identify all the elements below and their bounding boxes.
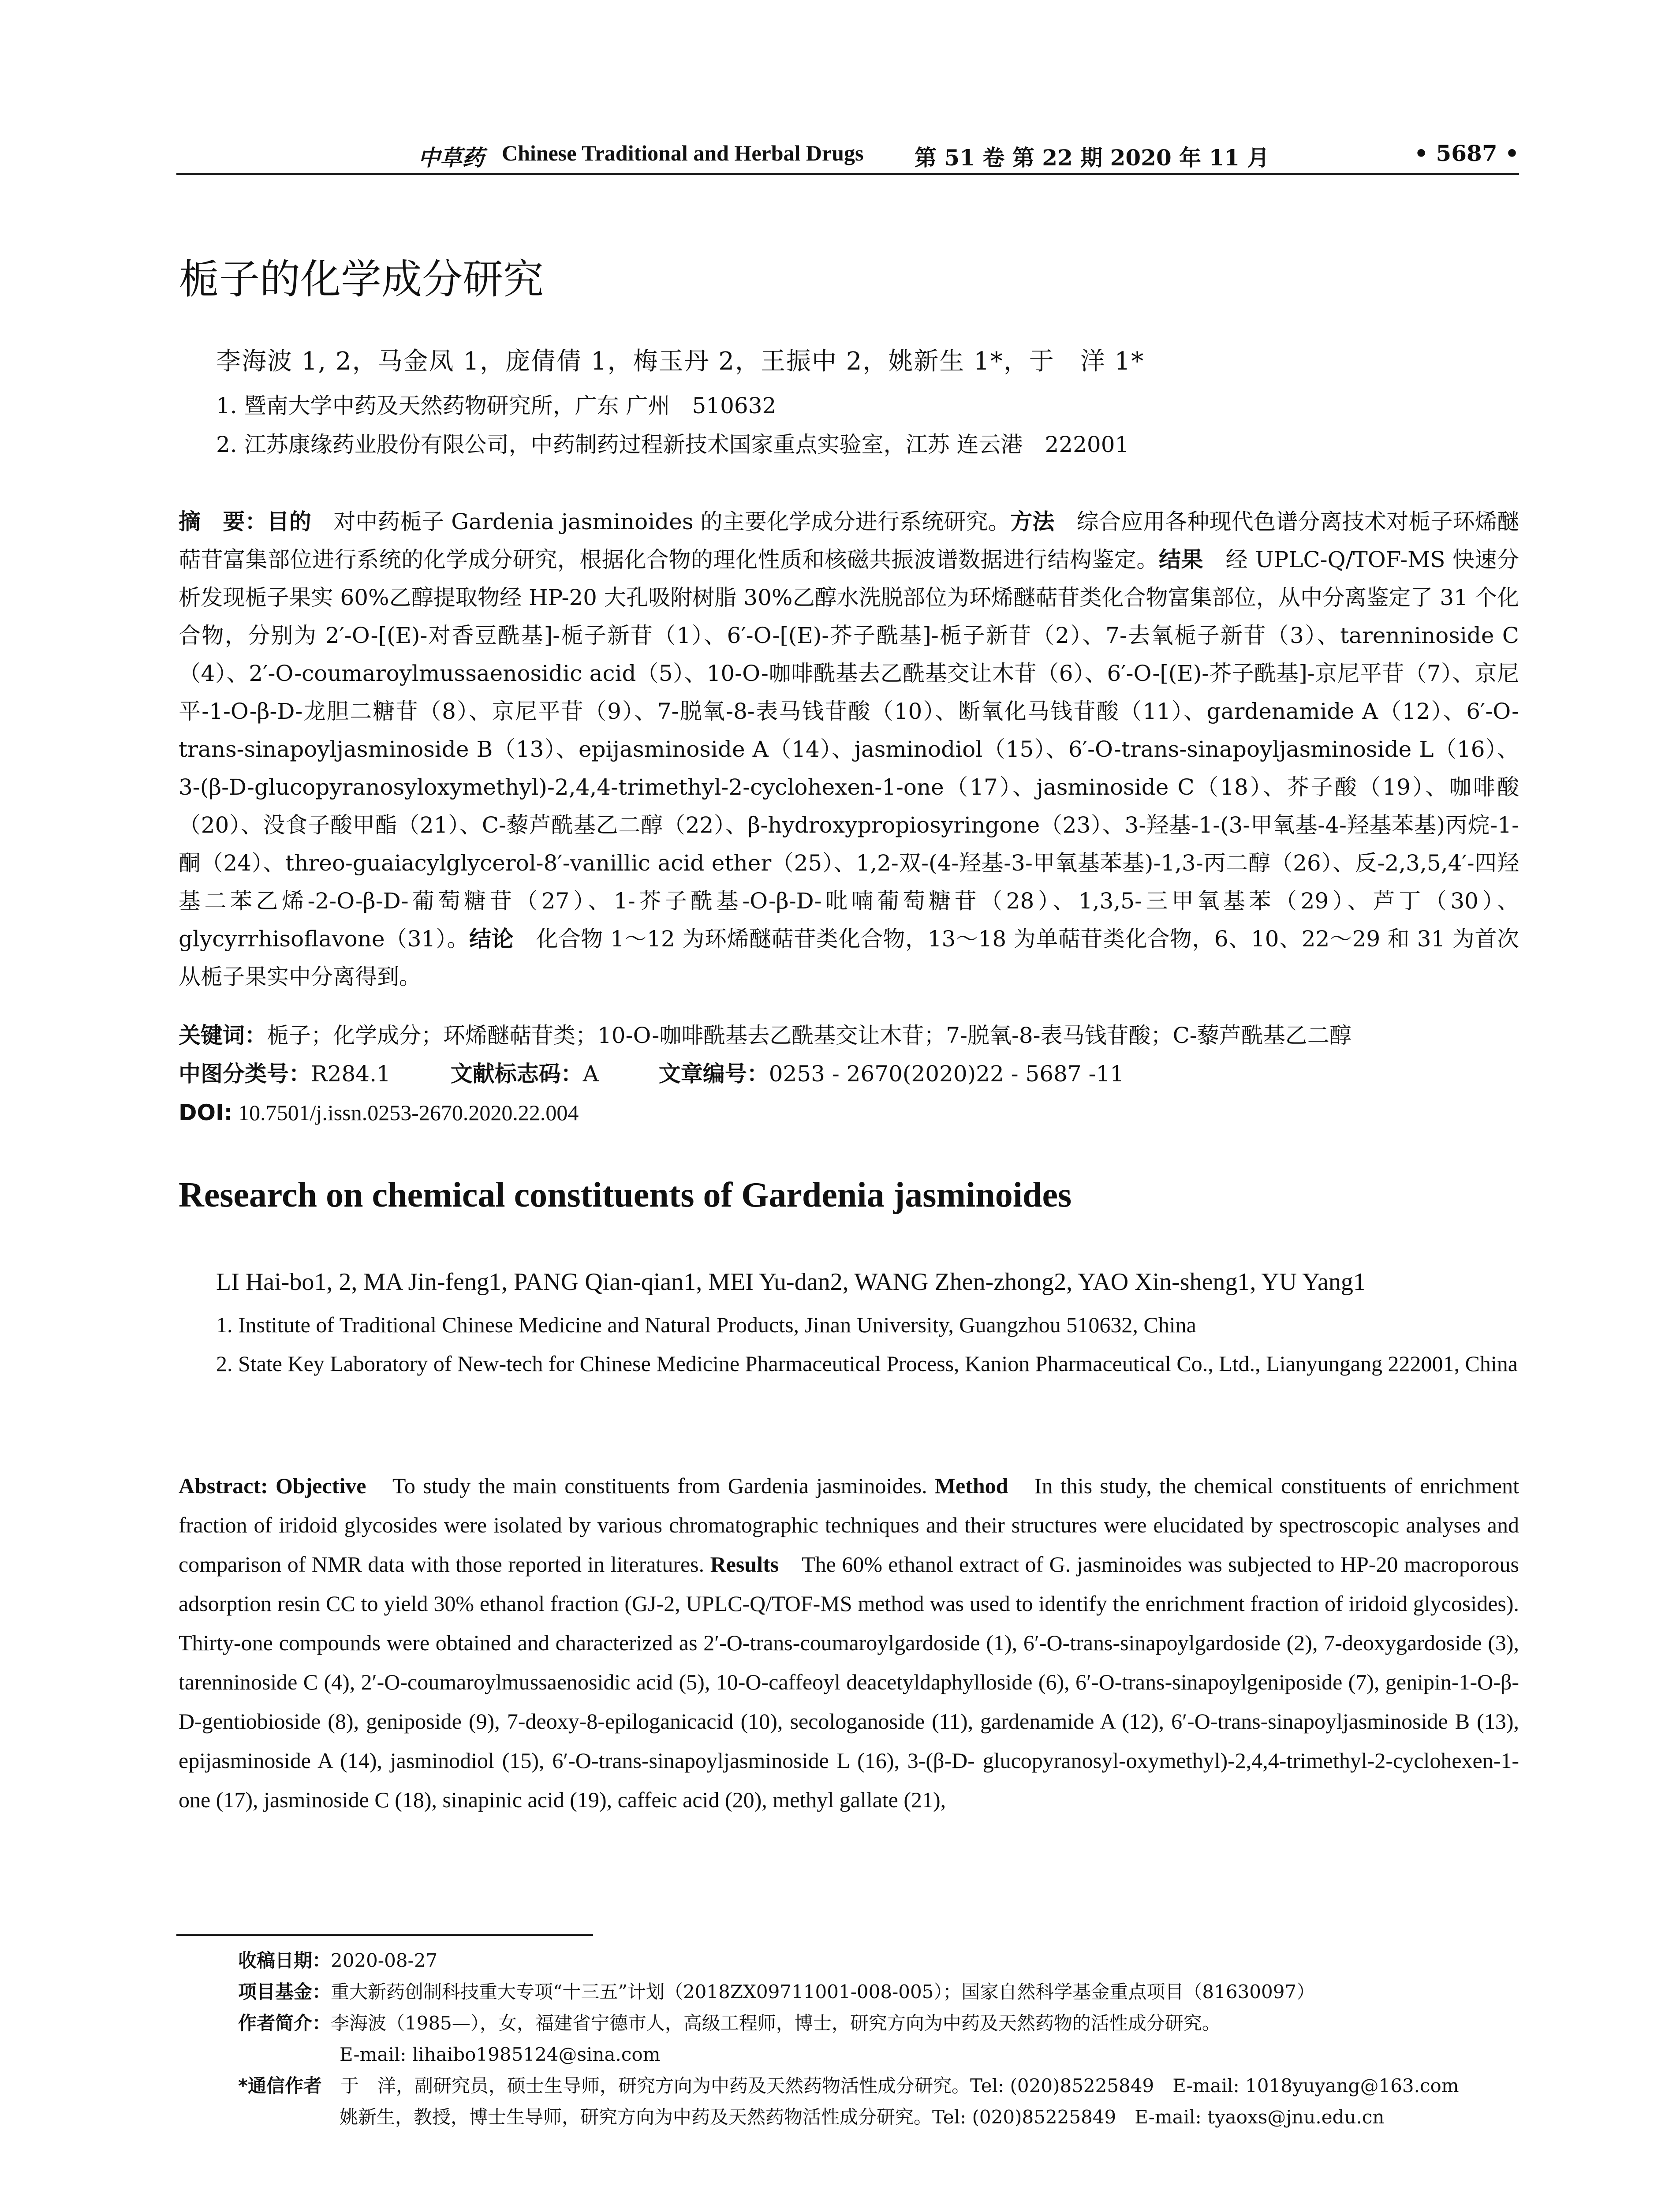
received-date: 2020-08-27 bbox=[331, 1950, 438, 1971]
article-title-cn: 栀子的化学成分研究 bbox=[179, 256, 544, 303]
author-bio-label: 作者简介： bbox=[238, 2012, 331, 2034]
affiliation-cn-1: 1. 暨南大学中药及天然药物研究所，广东 广州 510632 bbox=[216, 393, 777, 419]
keywords-label-cn: 关键词： bbox=[179, 1023, 267, 1048]
article-title-en: Research on chemical constituents of Gardenia jasminoides bbox=[179, 1176, 1072, 1215]
method-text-cn: 综合应用各种现代色谱分离技术对栀子环烯醚萜苷富集部位进行系统的化学成分研究，根据化合物的理化性质和核磁共振波谱数据进行结构鉴定。 bbox=[179, 509, 1519, 572]
abstract-cn bbox=[179, 503, 1519, 996]
doi-label: DOI: bbox=[179, 1100, 233, 1125]
doi-value: 10.7501/j.issn.0253-2670.2020.22.004 bbox=[232, 1100, 579, 1125]
clc-value: R284.1 bbox=[311, 1061, 391, 1087]
conclusion-label-cn: 结论 bbox=[469, 926, 514, 952]
journal-name-en: Chinese Traditional and Herbal Drugs bbox=[502, 141, 864, 165]
footnote-corresponding bbox=[238, 2070, 1519, 2101]
affiliation-en-2: 2. State Key Laboratory of New-tech for Chinese Medicine Pharmaceutical Process, Kanion Pharmaceutical Co., Ltd., Lianyungang 222001, China bbox=[216, 1351, 1518, 1376]
fund-label: 项目基金： bbox=[238, 1981, 331, 2003]
received-label: 收稿日期： bbox=[238, 1950, 331, 1971]
page-number: • 5687 • bbox=[1414, 140, 1519, 166]
abstract-label-cn: 摘 要： bbox=[179, 509, 267, 534]
objective-label-cn: 目的 bbox=[267, 509, 312, 534]
objective-text-en: To study the main constituents from Gardenia jasminoides. bbox=[366, 1473, 927, 1498]
results-text-en: The 60% ethanol extract of G. jasminoides was subjected to HP-20 macroporous adsorption resin CC to yield 30% ethanol fraction (GJ-2, UPLC-Q/TOF-MS method was used to identify the enrichment fraction of iridoid glycosides). Thirty-one compounds were obtained and characterized as 2′-O-trans-coumaroylgardoside (1), 6′-O-trans-sinapoylgardoside (2), 7-deoxygardoside (3), tarenninoside C (4), 2′-O-coumaroylmussaenosidic acid (5), 10-O-caffeoyl deacetyldaphylloside (6), 6′-O-trans-sinapoylgeniposide (7), genipin-1-O-β-D-gentiobioside (8), geniposide (9), 7-deoxy-8-epiloganicacid (10), secologanoside (11), gardenamide A (12), 6′-O-trans-sinapoyljasminoside B (13), epijasminoside A (14), jasminodiol (15), 6′-O-trans-sinapoyljasminoside L (16), 3-(β-D- glucopyranosyl-oxymethyl)-2,4,4-trimethyl-2-cyclohexen-1-one (17), jasminoside C (18), sinapinic acid (19), caffeic acid (20), methyl gallate (21), bbox=[179, 1552, 1519, 1812]
abstract-label-en: Abstract: Objective bbox=[179, 1473, 366, 1498]
article-number-value: 0253 - 2670(2020)22 - 5687 -11 bbox=[769, 1061, 1124, 1087]
doc-code-field bbox=[451, 1055, 599, 1093]
affiliation-en-1: 1. Institute of Traditional Chinese Medicine and Natural Products, Jinan University, Guangzhou 510632, China bbox=[216, 1312, 1196, 1337]
article-number-field bbox=[659, 1055, 1124, 1093]
corresponding-author-2: 姚新生，教授，博士生导师，研究方向为中药及天然药物活性成分研究。Tel: (020)85225849 E-mail: tyaoxs@jnu.edu.cn bbox=[340, 2106, 1385, 2128]
method-label-cn: 方法 bbox=[1010, 509, 1055, 534]
method-text-en: In this study, the chemical constituents of enrichment fraction of iridoid glycosides were isolated by various chromatographic techniques and their structures were elucidated by spectroscopic analyses and comparison of NMR data with those reported in literatures. bbox=[179, 1473, 1519, 1577]
corresponding-label: *通信作者 bbox=[238, 2075, 322, 2097]
classification-line bbox=[179, 1055, 1519, 1093]
keywords-cn bbox=[179, 1017, 1519, 1054]
footnote-author bbox=[238, 2007, 1519, 2039]
footnote-received bbox=[238, 1945, 1519, 1976]
clc-label: 中图分类号： bbox=[179, 1061, 311, 1087]
author-email: E-mail: lihaibo1985124@sina.com bbox=[340, 2044, 661, 2065]
doc-code-value: A bbox=[582, 1061, 599, 1087]
keywords-text-cn: 栀子；化学成分；环烯醚萜苷类；10-O-咖啡酰基去乙酰基交让木苷；7-脱氧-8-表马钱苷酸；C-藜芦酰基乙二醇 bbox=[267, 1023, 1351, 1048]
author-list-cn: 李海波 1, 2，马金凤 1，庞倩倩 1，梅玉丹 2，王振中 2，姚新生 1*，于 洋 1* bbox=[216, 347, 1145, 376]
results-label-en: Results bbox=[710, 1552, 779, 1577]
conclusion-text-cn: 化合物 1～12 为环烯醚萜苷类化合物，13～18 为单萜苷类化合物，6、10、22～29 和 31 为首次从栀子果实中分离得到。 bbox=[179, 926, 1519, 990]
footnote-rule bbox=[176, 1934, 593, 1936]
volume-issue: 第 51 卷 第 22 期 2020 年 11 月 bbox=[915, 145, 1269, 171]
abstract-en bbox=[179, 1466, 1519, 1820]
article-number-label: 文章编号： bbox=[658, 1061, 769, 1087]
doc-code-label: 文献标志码： bbox=[450, 1061, 583, 1087]
footnotes bbox=[238, 1945, 1519, 2133]
objective-text-cn: 对中药栀子 Gardenia jasminoides 的主要化学成分进行系统研究。 bbox=[311, 509, 1011, 534]
corresponding-author-1: 于 洋，副研究员，硕士生导师，研究方向为中药及天然药物活性成分研究。Tel: (020)85225849 E-mail: 1018yuyang@163.com bbox=[321, 2075, 1459, 2097]
fund-text: 重大新药创制科技重大专项“十三五”计划（2018ZX09711001-008-005）；国家自然科学基金重点项目（81630097） bbox=[331, 1981, 1315, 2003]
author-list-en: LI Hai-bo1, 2, MA Jin-feng1, PANG Qian-qian1, MEI Yu-dan2, WANG Zhen-zhong2, YAO Xin-sheng1, YU Yang1 bbox=[216, 1268, 1366, 1296]
header-rule bbox=[176, 173, 1519, 175]
method-label-en: Method bbox=[934, 1473, 1008, 1498]
journal-name-cn: 中草药 bbox=[418, 145, 484, 171]
results-label-cn: 结果 bbox=[1158, 547, 1203, 572]
running-header bbox=[176, 140, 1519, 171]
results-text-cn: 经 UPLC-Q/TOF-MS 快速分析发现栀子果实 60%乙醇提取物经 HP-20 大孔吸附树脂 30%乙醇水洗脱部位为环烯醚萜苷类化合物富集部位，从中分离鉴定了 31 个化合物，分别为 2′-O-[(E)-对香豆酰基]-栀子新苷（1）、6′-O-[(E)-芥子酰基]-栀子新苷（2）、7-去氧栀子新苷（3）、tarenninoside C（4）、2′-O-coumaroylmussaenosidic acid（5）、10-O-咖啡酰基去乙酰基交让木苷（6）、6′-O-[(E)-芥子酰基]-京尼平苷（7）、京尼平-1-O-β-D-龙胆二糖苷（8）、京尼平苷（9）、7-脱氧-8-表马钱苷酸（10）、断氧化马钱苷酸（11）、gardenamide A（12）、6′-O-trans-sinapoyljasminoside B（13）、epijasminoside A（14）、jasminodiol（15）、6′-O-trans-sinapoyljasminoside L（16）、3-(β-D-glucopyranosyloxymethyl)-2,4,4-trimethyl-2-cyclohexen-1-one（17）、jasminoside C（18）、芥子酸（19）、咖啡酸（20）、没食子酸甲酯（21）、C-藜芦酰基乙二醇（22）、β-hydroxypropiosyringone（23）、3-羟基-1-(3-甲氧基-4-羟基苯基)丙烷-1-酮（24）、threo-guaiacylglycerol-8′-vanillic acid ether（25）、1,2-双-(4-羟基-3-甲氧基苯基)-1,3-丙二醇（26）、反-2,3,5,4′-四羟基二苯乙烯-2-O-β-D-葡萄糖苷（27）、1-芥子酰基-O-β-D-吡喃葡萄糖苷（28）、1,3,5-三甲氧基苯（29）、芦丁（30）、glycyrrhisoflavone（31）。 bbox=[179, 547, 1519, 952]
clc-field bbox=[179, 1055, 391, 1093]
affiliation-cn-2: 2. 江苏康缘药业股份有限公司，中药制药过程新技术国家重点实验室，江苏 连云港 222001 bbox=[216, 432, 1129, 457]
author-bio-text: 李海波（1985—），女，福建省宁德市人，高级工程师，博士，研究方向为中药及天然药物的活性成分研究。 bbox=[331, 2012, 1221, 2034]
doi-line bbox=[179, 1094, 1519, 1132]
footnote-fund bbox=[238, 1976, 1519, 2007]
